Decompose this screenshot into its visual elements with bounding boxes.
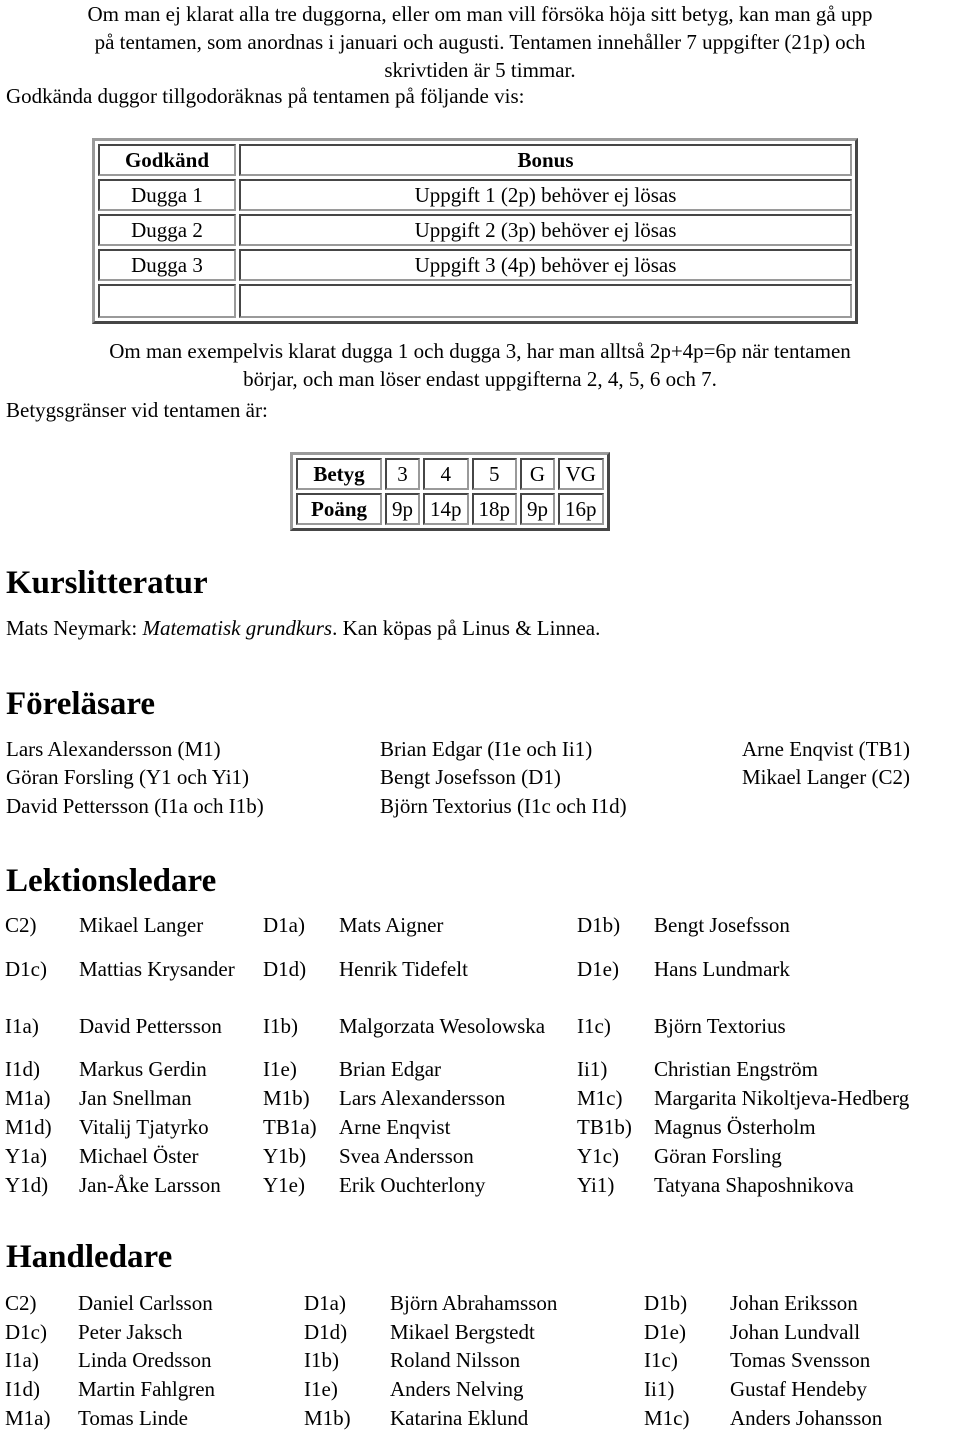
- example-paragraph: [0, 337, 960, 393]
- table-cell: G: [520, 458, 555, 490]
- supervisor-name: Linda Oredsson: [78, 1348, 212, 1373]
- lecturer-item: Arne Enqvist (TB1): [742, 737, 910, 761]
- supervisor-name: Gustaf Hendeby: [730, 1377, 868, 1402]
- bonus-table: [92, 138, 858, 324]
- group-code: M1c): [577, 1085, 623, 1110]
- table-row: [296, 458, 604, 490]
- row-header: Betyg: [296, 458, 382, 490]
- leader-name: Arne Enqvist: [339, 1114, 451, 1139]
- table-cell: 5: [472, 458, 518, 490]
- leader-name: Margarita Nikoltjeva-Hedberg: [654, 1085, 910, 1110]
- group-code: M1b): [304, 1405, 351, 1430]
- table-cell: Uppgift 3 (4p) behöver ej lösas: [239, 249, 852, 281]
- section-heading-handledare: Handledare: [6, 1239, 173, 1275]
- book-author: Mats Neymark:: [6, 616, 143, 640]
- leader-name: Hans Lundmark: [654, 956, 790, 981]
- leader-name: Mikael Langer: [79, 913, 204, 937]
- row-header: Poäng: [296, 493, 382, 525]
- table-cell: 9p: [385, 493, 420, 525]
- leader-name: Svea Andersson: [339, 1143, 474, 1168]
- group-code: M1c): [644, 1405, 690, 1430]
- section-heading-forelasare: Föreläsare: [6, 686, 156, 722]
- group-code: TB1b): [577, 1114, 632, 1139]
- lecturer-item: David Pettersson (I1a och I1b): [6, 794, 264, 818]
- group-code: D1d): [304, 1319, 348, 1344]
- group-code: C2): [5, 1291, 37, 1316]
- group-code: TB1a): [263, 1114, 317, 1139]
- table-cell: 16p: [558, 493, 604, 525]
- table-row: [3, 1375, 948, 1404]
- supervisor-name: Tomas Linde: [78, 1405, 188, 1430]
- grade-table: [290, 452, 610, 531]
- group-code: Y1e): [263, 1172, 305, 1197]
- table-cell: Uppgift 2 (3p) behöver ej lösas: [239, 214, 852, 246]
- group-code: I1b): [304, 1348, 339, 1373]
- lecturer-item: Björn Textorius (I1c och I1d): [380, 794, 627, 818]
- group-code: I1e): [304, 1377, 338, 1402]
- leader-name: Jan-Åke Larsson: [79, 1172, 221, 1197]
- lecturer-item: Lars Alexandersson (M1): [6, 737, 221, 761]
- leader-name: Erik Ouchterlony: [339, 1172, 486, 1197]
- group-code: D1b): [577, 913, 621, 937]
- course-literature-text: [6, 614, 600, 642]
- group-code: D1e): [577, 956, 619, 981]
- lecturer-item: Brian Edgar (I1e och Ii1): [380, 737, 593, 761]
- supervisor-name: Anders Johansson: [730, 1405, 883, 1430]
- group-code: M1a): [5, 1405, 51, 1430]
- group-code: Y1a): [5, 1143, 47, 1168]
- supervisor-name: Mikael Bergstedt: [390, 1319, 535, 1344]
- group-code: I1c): [577, 1013, 611, 1038]
- lecturer-item: Göran Forsling (Y1 och Yi1): [6, 765, 250, 789]
- table-row: [98, 214, 852, 246]
- table-cell: 18p: [472, 493, 518, 525]
- supervisors-table: [3, 1289, 948, 1432]
- table-row: [3, 1083, 957, 1112]
- intro-line-2: på tentamen, som anordnas i januari och augusti. Tentamen innehåller 7 uppgifter (21p) och: [94, 30, 866, 54]
- group-code: Y1d): [5, 1172, 49, 1197]
- group-code: D1b): [644, 1291, 688, 1316]
- leader-name: Björn Textorius: [654, 1013, 786, 1038]
- table-row: [3, 1112, 957, 1141]
- bonus-intro-text: Godkända duggor tillgodoräknas på tentamen på följande vis:: [6, 84, 525, 108]
- table-cell: Dugga 2: [98, 214, 236, 246]
- leader-name: Henrik Tidefelt: [339, 956, 468, 981]
- leader-name: Lars Alexandersson: [339, 1085, 506, 1110]
- grade-limits-text: Betygsgränser vid tentamen är:: [6, 398, 268, 422]
- book-title: Matematisk grundkurs: [142, 616, 333, 640]
- leader-name: Magnus Österholm: [654, 1114, 816, 1139]
- table-row: [3, 1318, 948, 1347]
- table-cell: 3: [385, 458, 420, 490]
- column-header: Godkänd: [98, 144, 236, 176]
- group-code: Y1b): [263, 1143, 307, 1168]
- supervisor-name: Björn Abrahamsson: [390, 1291, 558, 1316]
- book-purchase-info: . Kan köpas på Linus & Linnea.: [332, 616, 601, 640]
- group-code: M1b): [263, 1085, 310, 1110]
- leader-name: Göran Forsling: [654, 1143, 782, 1168]
- group-code: D1e): [644, 1319, 686, 1344]
- group-code: I1a): [5, 1348, 39, 1373]
- leader-name: Brian Edgar: [339, 1056, 442, 1081]
- table-header-row: [98, 144, 852, 176]
- table-row: [3, 1346, 948, 1375]
- leader-name: Vitalij Tjatyrko: [79, 1114, 209, 1139]
- group-code: Yi1): [577, 1172, 615, 1197]
- supervisor-name: Johan Eriksson: [730, 1291, 858, 1316]
- group-code: D1c): [5, 956, 47, 981]
- table-row: [98, 249, 852, 281]
- group-code: I1d): [5, 1056, 40, 1081]
- table-cell: Dugga 3: [98, 249, 236, 281]
- leader-name: Jan Snellman: [79, 1085, 192, 1110]
- table-cell: Dugga 1: [98, 179, 236, 211]
- supervisor-name: Katarina Eklund: [390, 1405, 529, 1430]
- section-heading-kurslitteratur: Kurslitteratur: [6, 565, 208, 601]
- supervisor-name: Tomas Svensson: [730, 1348, 871, 1373]
- leader-name: David Pettersson: [79, 1013, 222, 1038]
- supervisor-name: Peter Jaksch: [78, 1319, 183, 1344]
- table-cell: 14p: [423, 493, 469, 525]
- leader-name: Mattias Krysander: [79, 956, 235, 981]
- table-cell: Uppgift 1 (2p) behöver ej lösas: [239, 179, 852, 211]
- table-cell-empty: [239, 284, 852, 318]
- supervisor-name: Johan Lundvall: [730, 1319, 861, 1344]
- table-cell: 4: [423, 458, 469, 490]
- table-row: [3, 1289, 948, 1318]
- intro-paragraph: [0, 0, 960, 84]
- group-code: I1e): [263, 1056, 297, 1081]
- supervisor-name: Martin Fahlgren: [78, 1377, 216, 1402]
- group-code: Y1c): [577, 1143, 619, 1168]
- lesson-leaders-table: [3, 910, 957, 1199]
- group-code: C2): [5, 913, 37, 937]
- group-code: D1d): [263, 956, 307, 981]
- group-code: M1d): [5, 1114, 52, 1139]
- leader-name: Michael Öster: [79, 1143, 199, 1168]
- leader-name: Bengt Josefsson: [654, 913, 790, 937]
- table-row: [98, 179, 852, 211]
- table-row: [3, 910, 957, 940]
- supervisor-name: Anders Nelving: [390, 1377, 524, 1402]
- group-code: I1a): [5, 1013, 39, 1038]
- group-code: D1c): [5, 1319, 47, 1344]
- column-header: Bonus: [239, 144, 852, 176]
- table-row: [3, 997, 957, 1054]
- table-cell: VG: [558, 458, 604, 490]
- table-row: [3, 1141, 957, 1170]
- group-code: Ii1): [577, 1056, 608, 1081]
- supervisor-name: Roland Nilsson: [390, 1348, 521, 1373]
- leader-name: Tatyana Shaposhnikova: [654, 1172, 854, 1197]
- table-row: [3, 940, 957, 997]
- table-row: [3, 1170, 957, 1199]
- table-row: [3, 1403, 948, 1432]
- group-code: I1c): [644, 1348, 678, 1373]
- group-code: D1a): [304, 1291, 346, 1316]
- table-cell: 9p: [520, 493, 555, 525]
- group-code: Ii1): [644, 1377, 675, 1402]
- table-row: [3, 1054, 957, 1083]
- group-code: I1d): [5, 1377, 40, 1402]
- intro-line-3: skrivtiden är 5 timmar.: [384, 58, 576, 82]
- group-code: D1a): [263, 913, 305, 937]
- leader-name: Christian Engström: [654, 1056, 818, 1081]
- leader-name: Markus Gerdin: [79, 1056, 207, 1081]
- lecturer-item: Mikael Langer (C2): [742, 765, 910, 789]
- leader-name: Mats Aigner: [339, 913, 444, 937]
- table-cell-empty: [98, 284, 236, 318]
- table-row-empty: [98, 284, 852, 318]
- intro-line-1: Om man ej klarat alla tre duggorna, eller om man vill försöka höja sitt betyg, kan man gå upp: [87, 2, 873, 26]
- example-line-1: Om man exempelvis klarat dugga 1 och dugga 3, har man alltså 2p+4p=6p när tentamen: [109, 339, 851, 363]
- group-code: M1a): [5, 1085, 51, 1110]
- leader-name: Malgorzata Wesolowska: [339, 1013, 546, 1038]
- lecturer-item: Bengt Josefsson (D1): [380, 765, 561, 789]
- table-row: [296, 493, 604, 525]
- supervisor-name: Daniel Carlsson: [78, 1291, 213, 1316]
- example-line-2: börjar, och man löser endast uppgifterna 2, 4, 5, 6 och 7.: [243, 367, 717, 391]
- group-code: I1b): [263, 1013, 298, 1038]
- section-heading-lektionsledare: Lektionsledare: [6, 863, 217, 899]
